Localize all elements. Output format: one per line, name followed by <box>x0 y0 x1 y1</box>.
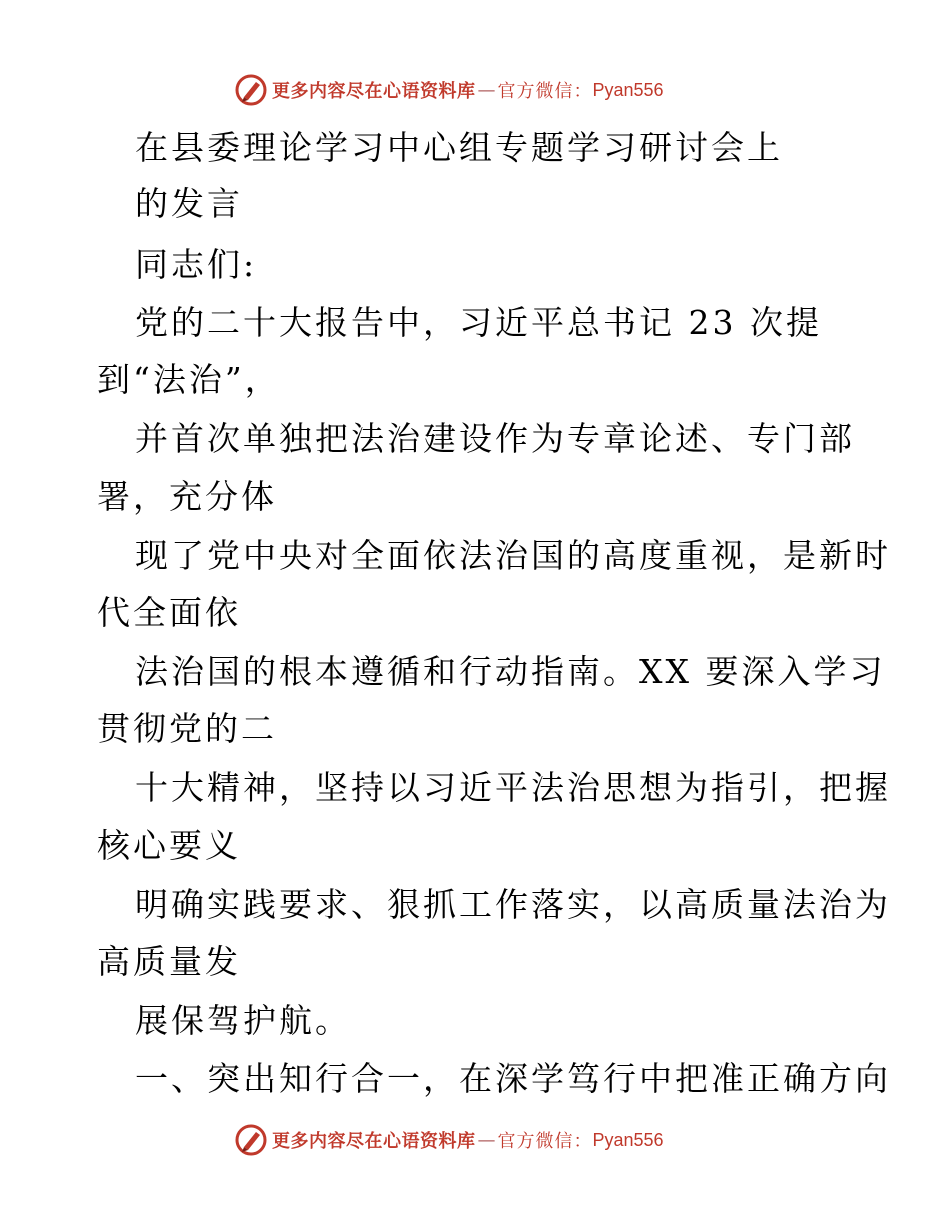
watermark-wechat-id: Pyan556 <box>592 1129 664 1150</box>
watermark-wechat-id: Pyan556 <box>592 79 664 100</box>
paragraph-line: 署，充分体 <box>97 477 277 516</box>
paragraph-line: 并首次单独把法治建设作为专章论述、专门部 <box>135 419 855 458</box>
paragraph-line: 贯彻党的二 <box>97 709 277 748</box>
doc-title-line-2: 的发言 <box>135 184 243 223</box>
pen-logo-icon <box>234 1123 268 1157</box>
salutation: 同志们: <box>135 245 258 284</box>
watermark-header <box>234 72 664 108</box>
paragraph-line: 明确实践要求、狠抓工作落实，以高质量法治为 <box>135 885 891 924</box>
paragraph-line: 高质量发 <box>97 942 241 981</box>
watermark-label: 官方微信： <box>497 1131 593 1152</box>
watermark-label: 官方微信： <box>497 81 593 102</box>
section-heading: 一、突出知行合一，在深学笃行中把准正确方向 <box>135 1059 891 1098</box>
paragraph-line: 到“法治”， <box>97 360 281 399</box>
watermark-footer <box>234 1122 664 1158</box>
paragraph-line: 党的二十大报告中，习近平总书记 23 次提 <box>135 303 822 342</box>
paragraph-line: 展保驾护航。 <box>135 1001 351 1040</box>
pen-logo-icon <box>234 73 268 107</box>
watermark-site-text: 更多内容尽在心语资料库 <box>272 81 476 102</box>
paragraph-line: 十大精神，坚持以习近平法治思想为指引，把握 <box>135 768 891 807</box>
paragraph-line: 法治国的根本遵循和行动指南。XX 要深入学习 <box>135 652 886 691</box>
watermark-site-text: 更多内容尽在心语资料库 <box>272 1131 476 1152</box>
paragraph-line: 代全面依 <box>97 593 241 632</box>
doc-title-line-1: 在县委理论学习中心组专题学习研讨会上 <box>135 128 783 167</box>
watermark-separator: — <box>477 79 496 101</box>
watermark-separator: — <box>477 1129 496 1151</box>
paragraph-line: 现了党中央对全面依法治国的高度重视，是新时 <box>135 536 891 575</box>
paragraph-line: 核心要义 <box>97 826 241 865</box>
